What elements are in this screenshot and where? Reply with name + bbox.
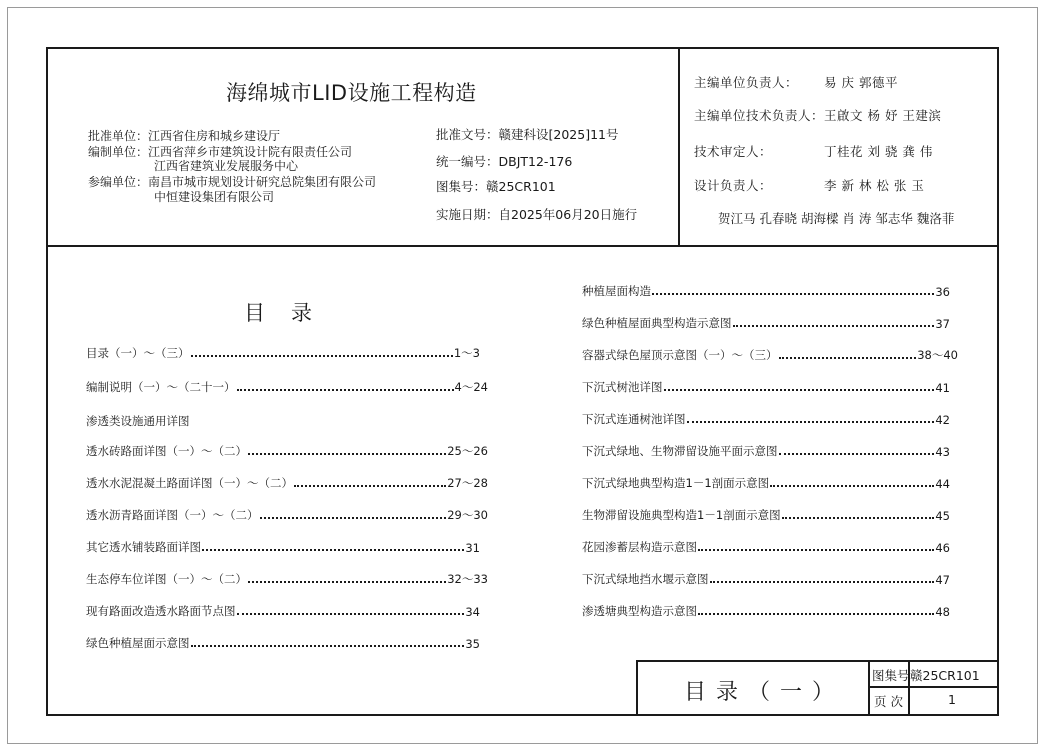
leader-dots [710, 581, 935, 583]
toc-entry[interactable] [86, 635, 480, 651]
toc-entry[interactable] [86, 603, 480, 619]
toc-entry-label: 绿色种植屋面典型构造示意图 [582, 316, 732, 330]
atlas-title: 海绵城市LID设施工程构造 [226, 81, 477, 105]
toc-entry[interactable] [582, 539, 950, 555]
compile-unit-2: 江西省建筑业发展服务中心 [154, 159, 299, 173]
toc-entry-label: 下沉式树池详图 [582, 380, 663, 394]
toc-entry-page: 35 [465, 637, 480, 651]
toc-entry[interactable] [582, 283, 950, 299]
leader-dots [779, 453, 935, 455]
toc-section-title: 渗透类设施通用详图 [86, 414, 190, 428]
leader-dots [698, 613, 934, 615]
toc-entry-page: 4～24 [454, 380, 488, 394]
toc-entry[interactable] [86, 475, 488, 491]
effective-date: 实施日期：自2025年06月20日施行 [436, 207, 638, 222]
reviewer-names: 丁桂花 刘 骁 龚 伟 [824, 144, 933, 159]
leader-dots [191, 355, 453, 357]
chief-tech-names: 王啟文 杨 妤 王建滨 [824, 108, 942, 123]
page-no-value: 1 [948, 692, 956, 707]
leader-dots [779, 357, 917, 359]
toc-entry[interactable] [86, 345, 480, 361]
toc-entry-page: 1～3 [453, 346, 480, 360]
leader-dots [260, 517, 447, 519]
toc-heading: 目录 [244, 301, 338, 325]
toc-entry[interactable] [582, 411, 950, 427]
toc-entry-label: 透水水泥混凝土路面详图（一）～（二） [86, 476, 293, 490]
toc-entry-page: 27～28 [447, 476, 488, 490]
title-block-row-divider [868, 686, 997, 688]
leader-dots [698, 549, 934, 551]
toc-entry[interactable] [582, 507, 950, 523]
toc-entry-page: 31 [465, 541, 480, 555]
toc-entry[interactable] [582, 571, 950, 587]
toc-entry-label: 绿色种植屋面示意图 [86, 636, 190, 650]
toc-entry-label: 下沉式绿地挡水堰示意图 [582, 572, 709, 586]
toc-entry-page: 32～33 [447, 572, 488, 586]
toc-entry-label: 其它透水铺装路面详图 [86, 540, 201, 554]
toc-entry-label: 下沉式绿地典型构造1－1剖面示意图 [582, 476, 770, 490]
chief-responsible-label: 主编单位负责人： [694, 75, 799, 90]
toc-entry-label: 透水沥青路面详图（一）～（二） [86, 508, 259, 522]
toc-entry-page: 43 [935, 445, 950, 459]
toc-entry-label: 下沉式绿地、生物滞留设施平面示意图 [582, 444, 778, 458]
toc-entry-label: 容器式绿色屋顶示意图（一）～（三） [582, 348, 778, 362]
designer-names-2: 贺江马 孔春晓 胡海樑 肖 涛 邹志华 魏洛菲 [718, 211, 955, 226]
toc-entry-page: 29～30 [447, 508, 488, 522]
toc-entry-page: 46 [935, 541, 950, 555]
leader-dots [202, 549, 464, 551]
toc-entry[interactable] [86, 379, 488, 395]
toc-entry-label: 种植屋面构造 [582, 284, 651, 298]
participant-unit-2: 中恒建设集团有限公司 [154, 190, 275, 204]
leader-dots [782, 517, 935, 519]
leader-dots [733, 325, 935, 327]
chief-responsible-names: 易 庆 郭德平 [824, 75, 898, 90]
page-no-label: 页 次 [874, 694, 903, 709]
leader-dots [294, 485, 446, 487]
toc-entry-page: 44 [935, 477, 950, 491]
toc-entry-label: 渗透塘典型构造示意图 [582, 604, 697, 618]
atlas-no-value: 赣25CR101 [910, 668, 980, 683]
designer-label: 设计负责人： [694, 178, 773, 193]
toc-entry-label: 下沉式连通树池详图 [582, 412, 686, 426]
toc-entry-label: 生物滞留设施典型构造1－1剖面示意图 [582, 508, 781, 522]
leader-dots [652, 293, 934, 295]
toc-entry-page: 37 [935, 317, 950, 331]
leader-dots [687, 421, 935, 423]
sheet-title: 目录（一） [684, 680, 845, 705]
header-divider [48, 245, 997, 247]
toc-entry-page: 47 [935, 573, 950, 587]
toc-entry-page: 36 [935, 285, 950, 299]
approval-unit: 批准单位：江西省住房和城乡建设厅 [88, 129, 281, 143]
toc-entry[interactable] [582, 379, 950, 395]
participant-unit: 参编单位：南昌市城市规划设计研究总院集团有限公司 [88, 175, 377, 189]
atlas-no-label: 图集号 [872, 668, 910, 683]
title-block-top-border [636, 660, 997, 662]
atlas-number: 图集号：赣25CR101 [436, 179, 556, 194]
toc-entry-page: 48 [935, 605, 950, 619]
leader-dots [664, 389, 935, 391]
toc-entry-label: 花园渗蓄层构造示意图 [582, 540, 697, 554]
toc-entry[interactable] [582, 603, 950, 619]
toc-entry[interactable] [582, 315, 950, 331]
leader-dots [248, 581, 446, 583]
compile-unit: 编制单位：江西省萍乡市建筑设计院有限责任公司 [88, 145, 353, 159]
toc-entry-label: 现有路面改造透水路面节点图 [86, 604, 236, 618]
toc-entry[interactable] [582, 443, 950, 459]
leader-dots [237, 613, 465, 615]
leader-dots [770, 485, 934, 487]
toc-entry-label: 目录（一）～（三） [86, 346, 190, 360]
toc-entry-page: 41 [935, 381, 950, 395]
toc-entry-label: 编制说明（一）～（二十一） [86, 380, 236, 394]
designer-names: 李 新 林 松 张 玉 [824, 178, 925, 193]
toc-entry-page: 38～40 [917, 348, 958, 362]
title-block-left-border [636, 660, 638, 714]
unified-number: 统一编号：DBJT12-176 [436, 154, 573, 169]
toc-entry-page: 34 [465, 605, 480, 619]
toc-entry[interactable] [582, 347, 958, 363]
leader-dots [237, 389, 454, 391]
drawing-frame [46, 47, 999, 716]
header-vertical-divider [678, 49, 680, 245]
leader-dots [191, 645, 465, 647]
chief-tech-label: 主编单位技术负责人： [694, 108, 825, 123]
toc-entry-page: 42 [935, 413, 950, 427]
toc-entry[interactable] [86, 443, 488, 459]
toc-entry[interactable] [86, 539, 480, 555]
toc-entry-page: 25～26 [447, 444, 488, 458]
toc-entry[interactable] [582, 475, 950, 491]
leader-dots [248, 453, 446, 455]
toc-entry[interactable] [86, 507, 488, 523]
approval-doc: 批准文号：赣建科设[2025]11号 [436, 127, 619, 142]
toc-entry[interactable] [86, 571, 488, 587]
toc-entry-label: 透水砖路面详图（一）～（二） [86, 444, 247, 458]
reviewer-label: 技术审定人： [694, 144, 773, 159]
toc-entry-label: 生态停车位详图（一）～（二） [86, 572, 247, 586]
toc-entry-page: 45 [935, 509, 950, 523]
